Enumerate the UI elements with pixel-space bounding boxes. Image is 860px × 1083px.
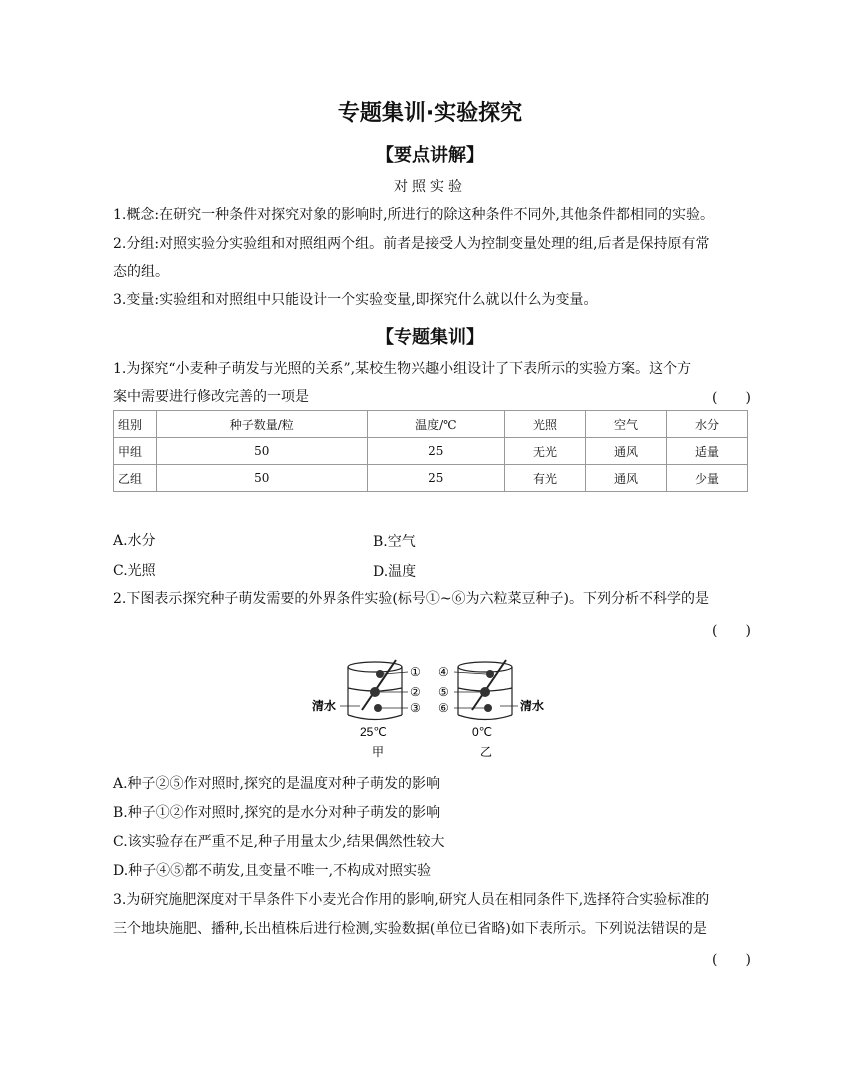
answer-paren-q2: ( ) <box>712 623 751 639</box>
table-cell: 25 <box>367 438 504 465</box>
beaker-name-left: 甲 <box>372 745 385 759</box>
marker-1: ① <box>410 665 421 679</box>
data-table-q1 <box>113 410 748 492</box>
water-label-right: 清水 <box>520 699 545 713</box>
table-header-cell: 水分 <box>666 411 747 438</box>
beaker-name-right: 乙 <box>480 745 493 759</box>
section-heading-exercises: 【专题集训】 <box>376 327 484 348</box>
table-header-cell: 温度/℃ <box>367 411 504 438</box>
table-header-cell: 空气 <box>586 411 667 438</box>
point-concept: 1.概念:在研究一种条件对探究对象的影响时,所进行的除这种条件不同外,其他条件都相同的实验。 <box>113 207 714 223</box>
seed-experiment-figure <box>300 650 560 762</box>
option-b-q1: B.空气 <box>373 534 416 550</box>
table-header-cell: 光照 <box>505 411 586 438</box>
question-3-line1: 3.为研究施肥深度对干旱条件下小麦光合作用的影响,研究人员在相同条件下,选择符合实验标准的 <box>113 892 710 908</box>
option-a-q2: A.种子②⑤作对照时,探究的是温度对种子萌发的影响 <box>113 776 441 792</box>
subheading-controlled-experiment: 对照实验 <box>394 179 466 195</box>
table-cell: 有光 <box>505 465 586 492</box>
question-3-line2: 三个地块施肥、播种,长出植株后进行检测,实验数据(单位已省略)如下表所示。下列说法错误的是 <box>113 921 707 937</box>
temp-label-left: 25℃ <box>360 725 387 739</box>
table-cell: 50 <box>157 438 368 465</box>
table-cell: 少量 <box>666 465 747 492</box>
question-1-line1: 1.为探究“小麦种子萌发与光照的关系”,某校生物兴趣小组设计了下表所示的实验方案。这个方 <box>113 361 692 377</box>
option-c-q1: C.光照 <box>113 563 156 579</box>
question-1-line2: 案中需要进行修改完善的一项是 <box>113 389 309 405</box>
marker-5: ⑤ <box>438 685 449 699</box>
option-b-q2: B.种子①②作对照时,探究的是水分对种子萌发的影响 <box>113 805 441 821</box>
table-header-cell: 组别 <box>114 411 157 438</box>
table-row <box>114 465 748 492</box>
option-c-q2: C.该实验存在严重不足,种子用量太少,结果偶然性较大 <box>113 834 445 850</box>
table-cell: 适量 <box>666 438 747 465</box>
table-header-row <box>114 411 748 438</box>
table-row <box>114 438 748 465</box>
point-grouping: 2.分组:对照实验分实验组和对照组两个组。前者是接受人为控制变量处理的组,后者是保持原有常 <box>113 236 710 252</box>
answer-paren-q3: ( ) <box>712 952 751 968</box>
water-label-left: 清水 <box>312 699 337 713</box>
table-cell: 25 <box>367 465 504 492</box>
table-cell: 甲组 <box>114 438 157 465</box>
page-title: 专题集训·实验探究 <box>337 101 523 126</box>
section-heading-key-points: 【要点讲解】 <box>376 145 484 166</box>
table-cell: 无光 <box>505 438 586 465</box>
table-cell: 乙组 <box>114 465 157 492</box>
option-d-q1: D.温度 <box>373 564 417 580</box>
temp-label-right: 0℃ <box>472 725 493 739</box>
table-cell: 通风 <box>586 438 667 465</box>
marker-4: ④ <box>438 665 449 679</box>
marker-2: ② <box>410 685 421 699</box>
table-cell: 50 <box>157 465 368 492</box>
option-a-q1: A.水分 <box>113 533 156 549</box>
point-grouping-cont: 态的组。 <box>113 264 169 280</box>
table-header-cell: 种子数量/粒 <box>157 411 368 438</box>
marker-6: ⑥ <box>438 701 449 715</box>
question-2-line1: 2.下图表示探究种子萌发需要的外界条件实验(标号①~⑥为六粒菜豆种子)。下列分析不科学的是 <box>113 591 710 607</box>
answer-paren-q1: ( ) <box>712 390 751 406</box>
table-cell: 通风 <box>586 465 667 492</box>
marker-3: ③ <box>410 701 421 715</box>
option-d-q2: D.种子④⑤都不萌发,且变量不唯一,不构成对照实验 <box>113 863 432 879</box>
point-variable: 3.变量:实验组和对照组中只能设计一个实验变量,即探究什么就以什么为变量。 <box>113 292 598 308</box>
